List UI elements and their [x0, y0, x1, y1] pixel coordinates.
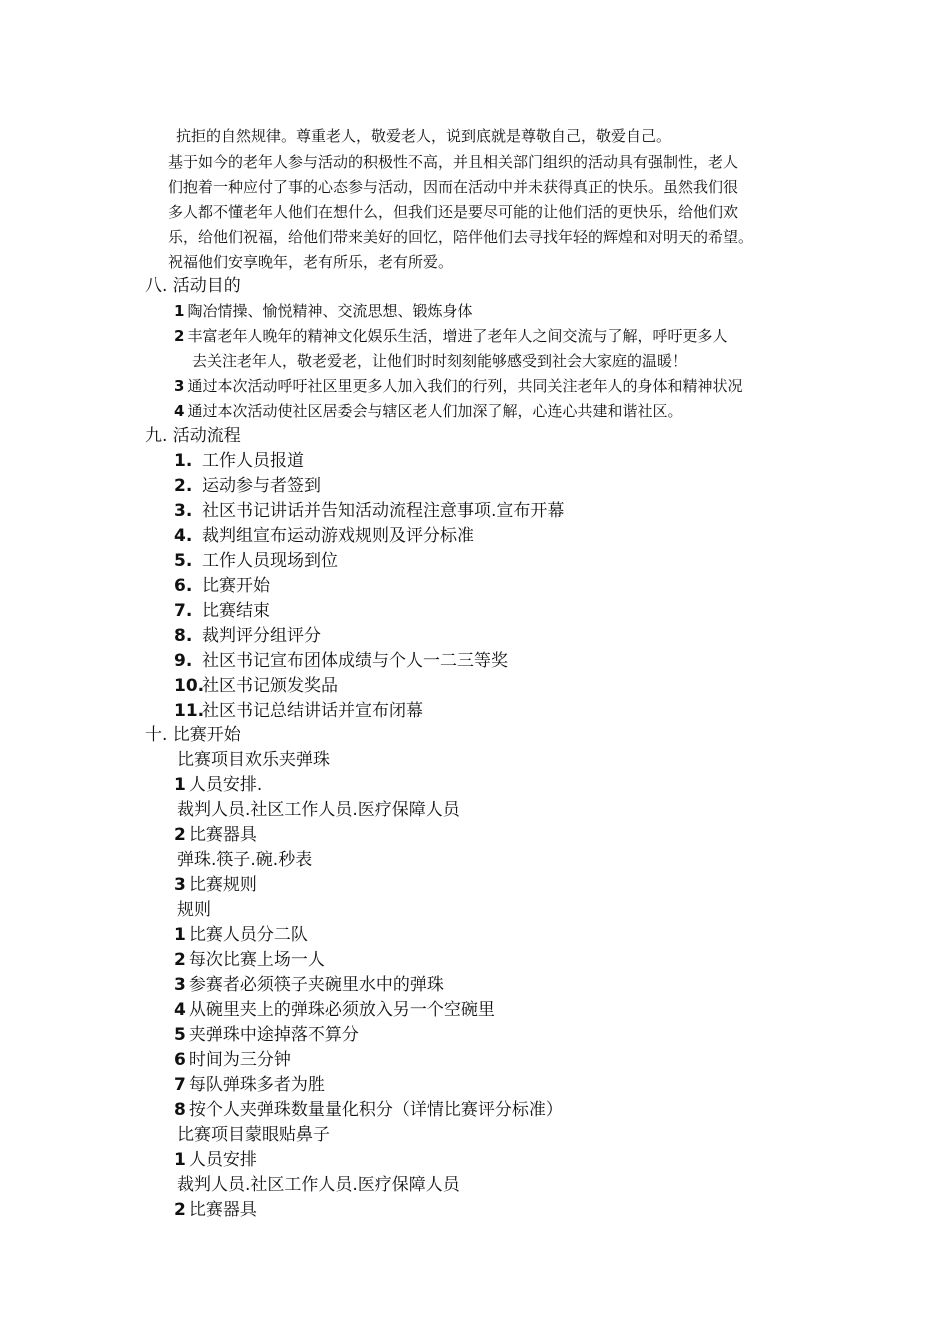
line-text: 按个人夹弹珠数量量化积分（详情比赛评分标准） [188, 1100, 563, 1120]
list-item [174, 329, 727, 344]
item-number: 7 [174, 1075, 186, 1095]
content-line [174, 852, 312, 869]
line-text: 每次比赛上场一人 [188, 950, 325, 970]
line-text: 裁判人员.社区工作人员.医疗保障人员 [177, 1175, 460, 1195]
item-text: 丰富老年人晚年的精神文化娱乐生活，增进了老年人之间交流与了解，呼吁更多人 [187, 327, 728, 345]
item-number: 7. [174, 601, 193, 621]
intro-line: 基于如今的老年人参与活动的积极性不高，并且相关部门组织的活动具有强制性，老人 [168, 153, 739, 171]
item-number: 2 [174, 825, 186, 845]
rule-item [174, 1102, 563, 1119]
intro-line: 们抱着一种应付了事的心态参与活动，因而在活动中并未获得真正的快乐。虽然我们很 [168, 178, 739, 196]
item-text: 通过本次活动呼吁社区里更多人加入我们的行列，共同关注老年人的身体和精神状况 [187, 377, 743, 395]
content-line [174, 802, 460, 819]
intro-line: 乐，给他们祝福，给他们带来美好的回忆，陪伴他们去寻找年轻的辉煌和对明天的希望。 [168, 228, 754, 246]
line-text: 比赛人员分二队 [188, 925, 308, 945]
rule-item [174, 1052, 291, 1069]
line-text: 参赛者必须筷子夹碗里水中的弹珠 [188, 975, 444, 995]
line-text: 比赛项目蒙眼贴鼻子 [177, 1125, 330, 1145]
list-item [174, 304, 472, 319]
flow-item [174, 603, 270, 620]
content-line [174, 1202, 257, 1219]
item-text: 比赛开始 [202, 576, 270, 596]
flow-item [174, 628, 321, 645]
line-text: 每队弹珠多者为胜 [188, 1075, 325, 1095]
item-text: 裁判组宣布运动游戏规则及评分标准 [202, 526, 474, 546]
rule-item [174, 927, 308, 944]
item-number: 9. [174, 651, 193, 671]
rule-item [174, 1077, 325, 1094]
line-text: 从碗里夹上的弹珠必须放入另一个空碗里 [188, 1000, 495, 1020]
item-number: 8 [174, 1100, 186, 1120]
flow-item [174, 553, 338, 570]
item-text: 社区书记宣布团体成绩与个人一二三等奖 [202, 651, 508, 671]
item-number: 3 [174, 875, 186, 895]
item-number: 8. [174, 626, 193, 646]
item-text: 社区书记颁发奖品 [202, 676, 338, 696]
intro-line: 多人都不懂老年人他们在想什么，但我们还是要尽可能的让他们活的更快乐，给他们欢 [168, 203, 739, 221]
list-item [174, 379, 742, 394]
item-text: 工作人员现场到位 [202, 551, 338, 571]
list-item [192, 354, 687, 369]
item-text: 陶冶情操、愉悦精神、交流思想、锻炼身体 [187, 302, 473, 320]
line-text: 夹弹珠中途掉落不算分 [188, 1025, 359, 1045]
content-line [174, 902, 211, 919]
line-text: 比赛器具 [188, 1200, 257, 1220]
flow-item [174, 453, 304, 470]
item-text: 工作人员报道 [202, 451, 304, 471]
item-number: 1 [174, 302, 185, 320]
line-text: 弹珠.筷子.碗.秒表 [177, 850, 313, 870]
item-number: 10. [174, 676, 205, 696]
intro-line: 祝福他们安享晚年，老有所乐，老有所爱。 [168, 253, 454, 271]
item-number: 4. [174, 526, 193, 546]
item-number: 4 [174, 402, 185, 420]
item-number: 3 [174, 377, 185, 395]
rule-item [174, 952, 325, 969]
content-line [174, 877, 257, 894]
item-number: 2 [174, 950, 186, 970]
line-text: 时间为三分钟 [188, 1050, 291, 1070]
item-text: 社区书记总结讲话并宣布闭幕 [202, 701, 423, 721]
item-number: 1 [174, 925, 186, 945]
item-number: 2 [174, 1200, 186, 1220]
section-heading: 九. 活动流程 [145, 426, 241, 446]
section-heading: 十. 比赛开始 [145, 725, 241, 745]
item-number: 2. [174, 476, 193, 496]
line-text: 比赛器具 [188, 825, 257, 845]
line-text: 裁判人员.社区工作人员.医疗保障人员 [177, 800, 460, 820]
item-text: 通过本次活动使社区居委会与辖区老人们加深了解，心连心共建和谐社区。 [187, 402, 683, 420]
flow-item [174, 678, 338, 695]
flow-item [174, 528, 474, 545]
content-line [174, 1177, 460, 1194]
item-number: 5 [174, 1025, 186, 1045]
list-item [174, 404, 682, 419]
item-number: 11. [174, 701, 205, 721]
flow-item [174, 503, 564, 520]
rule-item [174, 1027, 359, 1044]
item-number: 3 [174, 975, 186, 995]
content-line [174, 827, 257, 844]
item-text: 去关注老年人，敬老爱老，让他们时时刻刻能够感受到社会大家庭的温暖！ [192, 352, 688, 370]
content-line [174, 1152, 257, 1169]
item-text: 运动参与者签到 [202, 476, 321, 496]
flow-item [174, 653, 508, 670]
content-line [174, 777, 262, 794]
item-number: 1 [174, 775, 186, 795]
rule-item [174, 1002, 495, 1019]
item-number: 1. [174, 451, 193, 471]
item-number: 6. [174, 576, 193, 596]
item-number: 4 [174, 1000, 186, 1020]
intro-line: 抗拒的自然规律。尊重老人，敬爱老人，说到底就是尊敬自己，敬爱自己。 [176, 127, 672, 145]
item-number: 6 [174, 1050, 186, 1070]
line-text: 人员安排 [188, 1150, 257, 1170]
section-heading: 八. 活动目的 [145, 276, 241, 296]
line-text: 比赛规则 [188, 875, 257, 895]
content-line [174, 752, 330, 769]
item-number: 5. [174, 551, 193, 571]
item-text: 裁判评分组评分 [202, 626, 321, 646]
item-number: 1 [174, 1150, 186, 1170]
flow-item [174, 478, 321, 495]
flow-item [174, 578, 270, 595]
item-number: 3. [174, 501, 193, 521]
line-text: 人员安排. [188, 775, 263, 795]
line-text: 比赛项目欢乐夹弹珠 [177, 750, 330, 770]
line-text: 规则 [177, 900, 211, 920]
item-number: 2 [174, 327, 185, 345]
flow-item [174, 703, 423, 720]
item-text: 比赛结束 [202, 601, 270, 621]
content-line [174, 1127, 330, 1144]
rule-item [174, 977, 444, 994]
item-text: 社区书记讲话并告知活动流程注意事项.宣布开幕 [202, 501, 565, 521]
